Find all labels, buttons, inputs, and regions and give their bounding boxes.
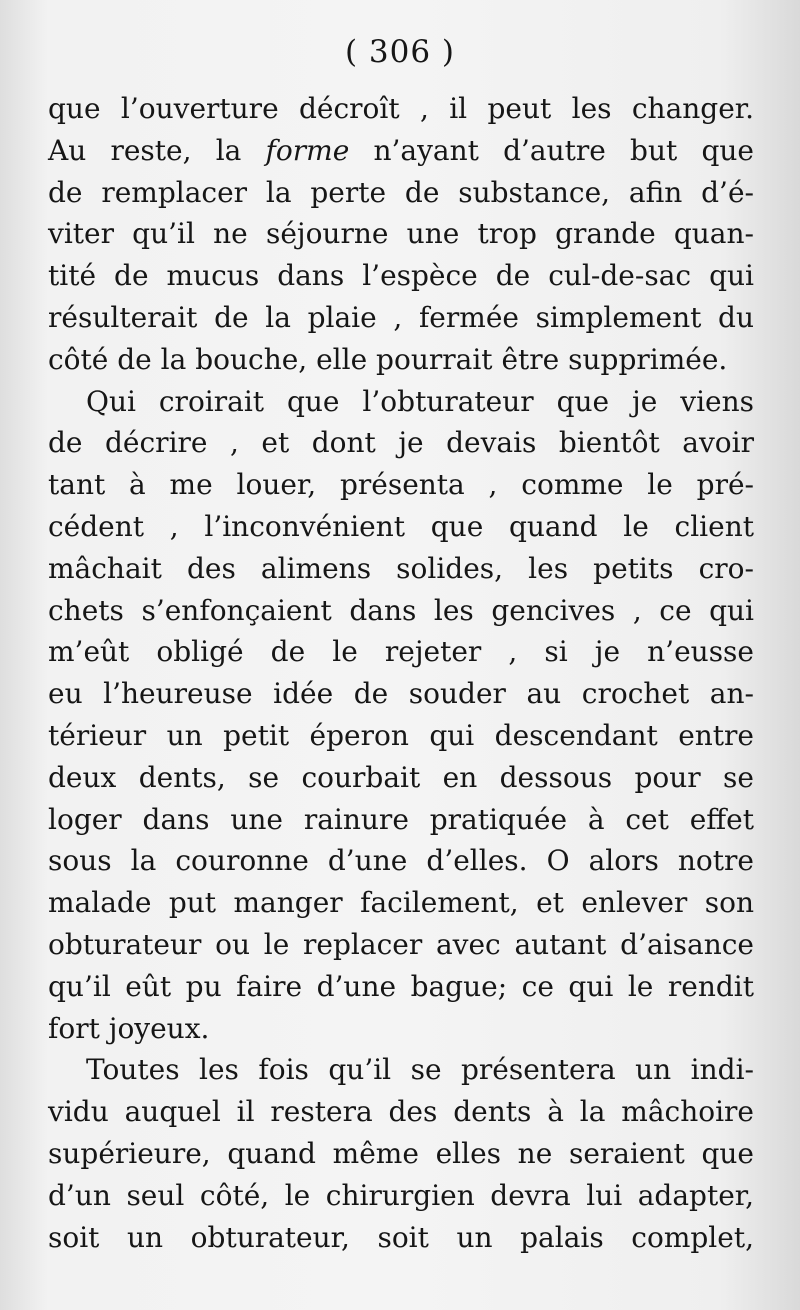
text-line: obturateur ou le replacer avec autant d’aisance [48,927,754,961]
text-line: de remplacer la perte de substance, afin d’é- [48,175,754,209]
page-number: ( 306 ) [344,34,456,70]
text-line: soit un obturateur, soit un palais complet, [48,1220,754,1254]
text-line: loger dans une rainure pratiquée à cet effet [48,802,754,836]
text-line: que l’ouverture décroît , il peut les changer. [48,92,754,125]
text-line: vidu auquel il restera des dents à la mâchoire [48,1095,754,1129]
text-line: malade put manger facilement, et enlever son [48,886,754,920]
text-line: supérieure, quand même elles ne seraient que [48,1136,754,1170]
text-line: chets s’enfonçaient dans les gencives , ce qui [48,593,754,627]
paragraph [48,1049,754,1258]
text-run: Au reste, la [48,133,266,167]
text-line: d’un seul côté, le chirurgien devra lui adapter, [48,1178,754,1212]
text-line: cédent , l’inconvénient que quand le client [48,509,754,543]
text-line: Toutes les fois qu’il se présentera un indi- [86,1053,754,1087]
text-line: térieur un petit éperon qui descendant entre [48,718,754,752]
text-line: fort joyeux. [48,1011,210,1045]
text-line: m’eût obligé de le rejeter , si je n’eusse [48,635,754,669]
paragraph [48,88,754,381]
text-run: n’ayant d’autre but que [349,133,754,167]
text-line: résulterait de la plaie , fermée simplement du [48,300,754,334]
body-text [48,88,754,1258]
text-line: tant à me louer, présenta , comme le pré- [48,468,754,502]
text-line [48,130,754,172]
text-line: de décrire , et dont je devais bientôt avoir [48,426,754,460]
text-line: viter qu’il ne séjourne une trop grande quan- [48,217,754,251]
text-line: eu l’heureuse idée de souder au crochet an- [48,677,754,711]
italic-term: forme [265,133,350,167]
text-line: deux dents, se courbait en dessous pour se [48,760,754,794]
paragraph [48,381,754,1050]
text-line: sous la couronne d’une d’elles. O alors notre [48,844,754,878]
text-line: tité de mucus dans l’espèce de cul-de-sac qui [48,259,754,293]
text-line: Qui croirait que l’obturateur que je viens [86,384,754,418]
text-line: côté de la bouche, elle pourrait être supprimée. [48,342,728,376]
text-line: mâchait des alimens solides, les petits cro- [48,551,754,585]
text-line: qu’il eût pu faire d’une bague; ce qui le rendit [48,969,754,1003]
